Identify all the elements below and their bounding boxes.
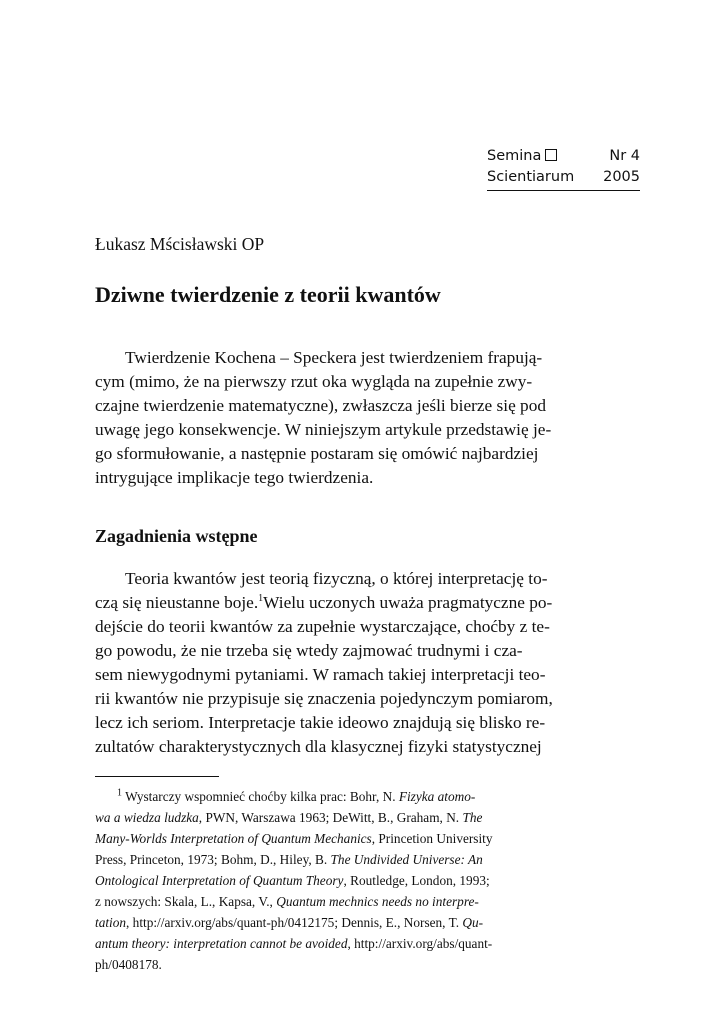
text-line: zultatów charakterystycznych dla klasycznej fizyki statystycznej	[95, 737, 542, 756]
author-name: Łukasz Mścisławski OP	[95, 234, 265, 254]
text-line: czajne twierdzenie matematyczne), zwłaszcza jeśli bierze się pod	[95, 396, 546, 415]
abstract-paragraph	[95, 346, 641, 490]
text-line: go sformułowanie, a następnie postaram się omówić najbardziej	[95, 444, 539, 463]
footnote-ref[interactable]: 1	[258, 593, 264, 605]
journal-name-line1: Semina	[487, 146, 557, 167]
footnote-line: $^1$ Wystarczy wspomnieć choćby kilka prac: Bohr, N. Fizyka atomo-	[117, 787, 476, 804]
footnote-line: Ontological Interpretation of Quantum Theory, Routledge, London, 1993;	[95, 873, 490, 888]
square-icon	[545, 149, 557, 161]
footnote-line: Many-Worlds Interpretation of Quantum Mechanics, Princetion University	[95, 831, 493, 846]
text-line: dejście do teorii kwantów za zupełnie wystarczające, choćby z te-	[95, 617, 550, 636]
footnote-line: ph/0408178.	[95, 957, 162, 972]
body-paragraph	[95, 567, 641, 759]
text-line: cym (mimo, że na pierwszy rzut oka wygląda na zupełnie zwy-	[95, 372, 533, 391]
header-rule	[487, 190, 640, 191]
text-line: Teoria kwantów jest teorią fizyczną, o której interpretację to-	[125, 569, 548, 588]
footnote-rule	[95, 776, 219, 777]
text-line: lecz ich seriom. Interpretacje takie ideowo znajdują się blisko re-	[95, 713, 546, 732]
footnote	[95, 786, 631, 975]
text-line: sem niewygodnymi pytaniami. W ramach takiej interpretacji teo-	[95, 665, 546, 684]
footnote-line: Press, Princeton, 1973; Bohm, D., Hiley, B. The Undivided Universe: An	[95, 852, 483, 867]
text-line: go powodu, że nie trzeba się wtedy zajmować trudnymi i cza-	[95, 641, 523, 660]
journal-header	[487, 146, 640, 191]
journal-name-line2: Scientiarum	[487, 169, 575, 185]
footnote-line: z nowszych: Skala, L., Kapsa, V., Quantum mechnics needs no interpre-	[95, 894, 479, 909]
footnote-line: antum theory: interpretation cannot be avoided, http://arxiv.org/abs/quant-	[95, 936, 493, 951]
issue-number: Nr 4	[609, 148, 640, 164]
text-line: rii kwantów nie przypisuje się znaczenia pojedynczym pomiarom,	[95, 689, 553, 708]
section-heading: Zagadnienia wstępne	[95, 526, 258, 546]
article-title: Dziwne twierdzenie z teorii kwantów	[95, 282, 441, 307]
text-line: uwagę jego konsekwencje. W niniejszym artykule przedstawię je-	[95, 420, 552, 439]
footnote-line: tation, http://arxiv.org/abs/quant-ph/0412175; Dennis, E., Norsen, T. Qu-	[95, 915, 484, 930]
text-line: intrygujące implikacje tego twierdzenia.	[95, 468, 374, 487]
issue-year: 2005	[603, 169, 640, 185]
footnote-line: wa a wiedza ludzka, PWN, Warszawa 1963; DeWitt, B., Graham, N. The	[95, 810, 483, 825]
text-line: czą się nieustanne boje.$^1$Wielu uczonych uważa pragmatyczne po-	[95, 593, 553, 612]
text-line: Twierdzenie Kochena – Speckera jest twierdzeniem frapują-	[125, 348, 543, 367]
footnote-mark: 1	[117, 787, 122, 799]
